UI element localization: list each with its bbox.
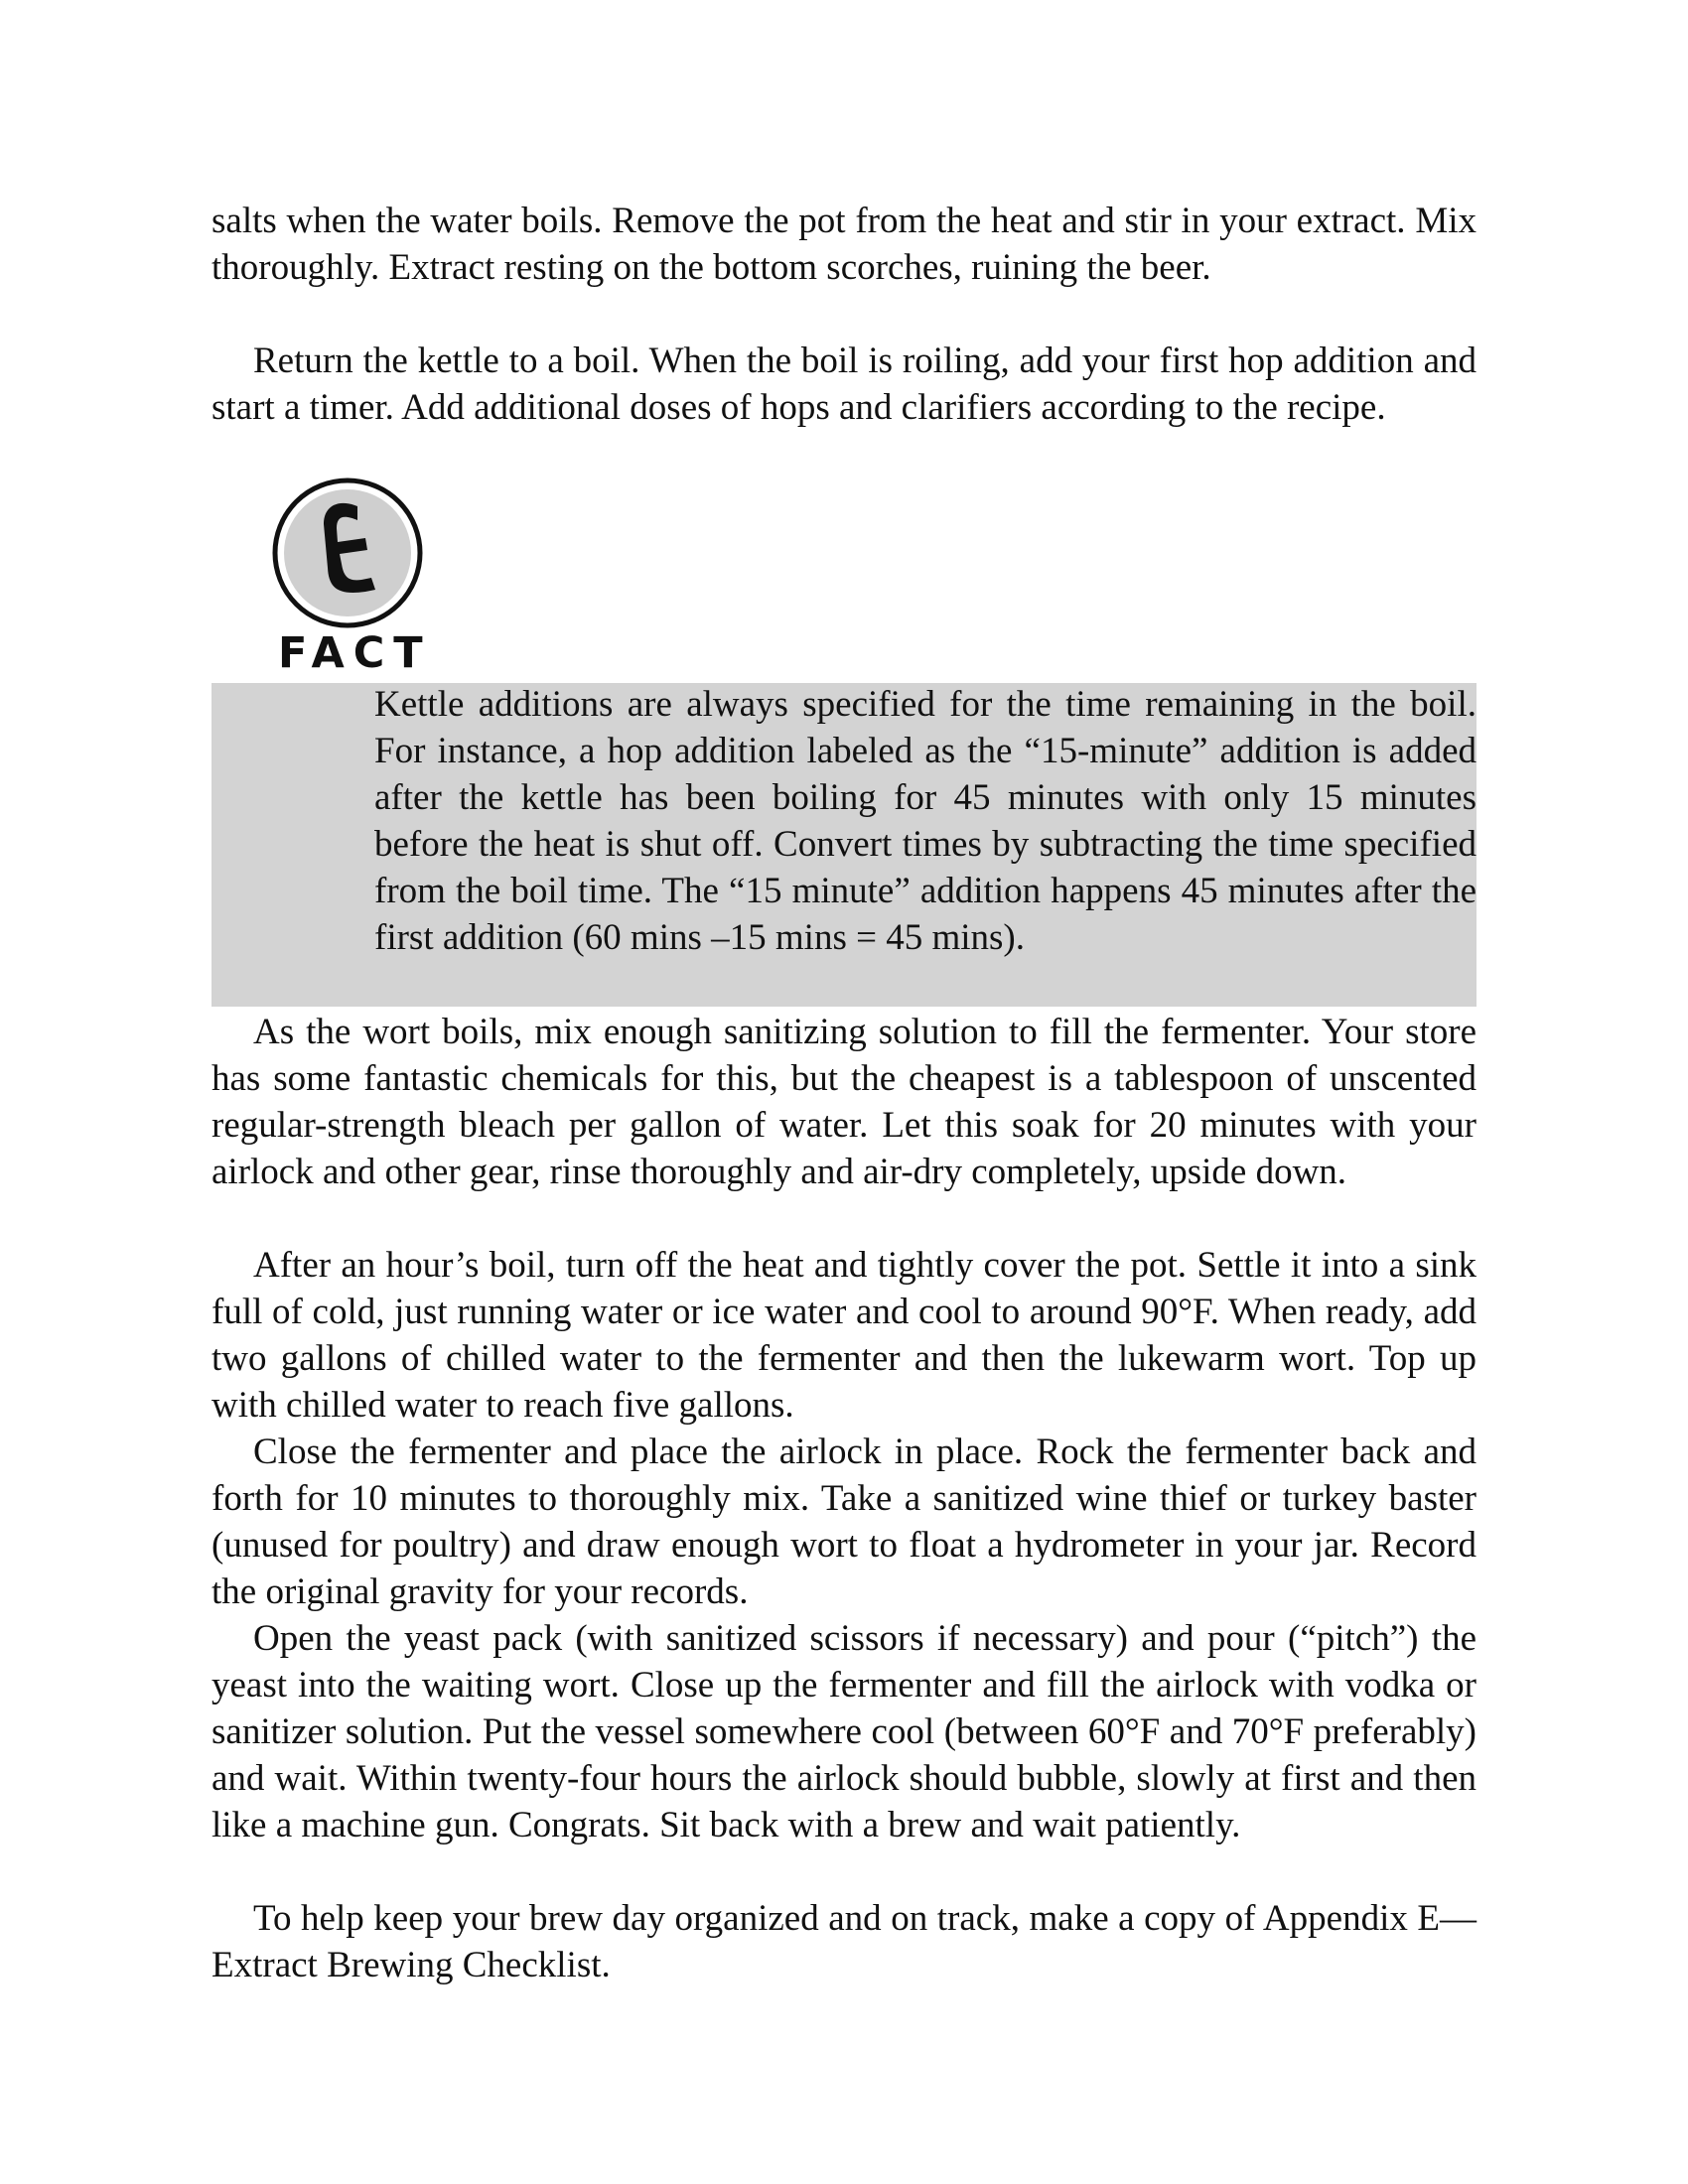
paragraph-cooling: After an hour’s boil, turn off the heat and tightly cover the pot. Settle it into a sink full of cold, just running water or ice water and cool to around 90°F. When ready, add two gallons of chilled water to the fermenter and then the lukewarm wort. Top up with chilled water to reach five gallons. [211, 1245, 1477, 1426]
paragraph-yeast: Open the yeast pack (with sanitized scissors if necessary) and pour (“pitch”) the yeast into the waiting wort. Close up the fermenter and fill the airlock with vodka or sanitizer solution. Put the vessel somewhere cool (between 60°F and 70°F preferably) and wait. Within twenty-four hours the airlock should bubble, slowly at first and then like a machine gun. Congrats. Sit back with a brew and wait patiently. [211, 1618, 1477, 1845]
fact-text: Kettle additions are always specified for the time remaining in the boil. For instance, a hop addition labeled as the “15-minute” addition is added after the kettle has been boiling for 45 minutes with only 15 minutes before the heat is shut off. Convert times by subtracting the time specified from the boil time. The “15 minute” addition happens 45 minutes after the first addition (60 mins –15 mins = 45 mins). [374, 684, 1477, 958]
paragraph-salts: salts when the water boils. Remove the pot from the heat and stir in your extract. Mix thoroughly. Extract resting on the bottom scorches, ruining the beer. [211, 201, 1477, 288]
paragraph-fermenter: Close the fermenter and place the airlock in place. Rock the fermenter back and forth for 10 minutes to thoroughly mix. Take a sanitized wine thief or turkey baster (unused for poultry) and draw enough wort to float a hydrometer in your jar. Record the original gravity for your records. [211, 1432, 1477, 1612]
fact-e-badge-icon [272, 477, 436, 675]
paragraph-sanitizing: As the wort boils, mix enough sanitizing solution to fill the fermenter. Your store has some fantastic chemicals for this, but the cheapest is a tablespoon of unscented regular-strength bleach per gallon of water. Let this soak for 20 minutes with your airlock and other gear, rinse thoroughly and air-dry completely, upside down. [211, 1012, 1477, 1192]
paragraph-return-kettle: Return the kettle to a boil. When the boil is roiling, add your first hop addition and start a timer. Add additional doses of hops and clarifiers according to the recipe. [211, 341, 1477, 428]
fact-label: FACT [278, 628, 432, 675]
paragraph-checklist: To help keep your brew day organized and on track, make a copy of Appendix E—Extract Brewing Checklist. [211, 1898, 1477, 1985]
fact-icon [272, 477, 436, 675]
